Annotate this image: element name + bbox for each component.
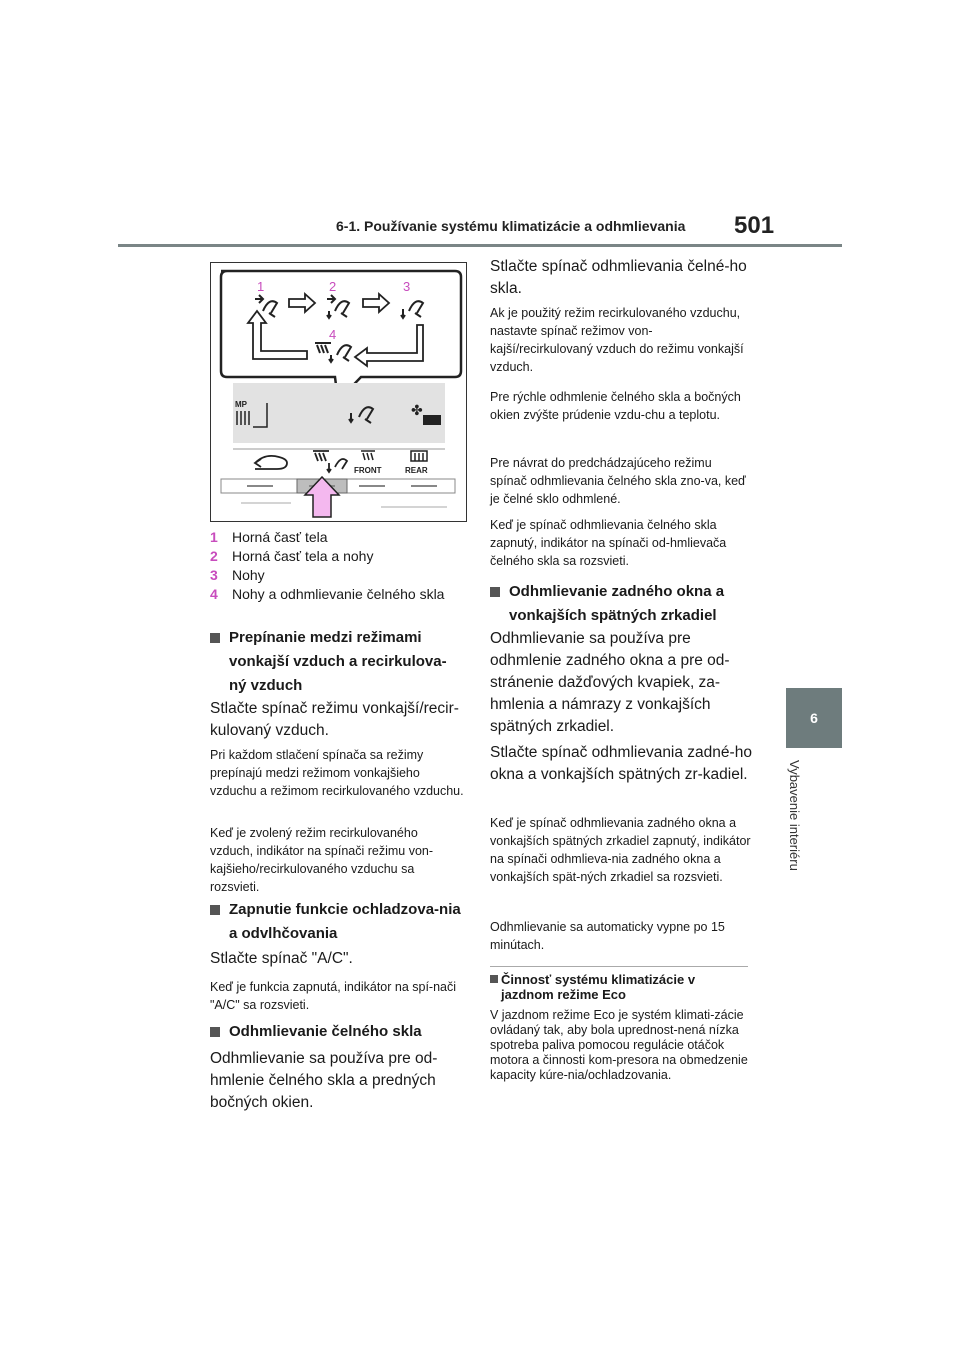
section-eco (490, 972, 752, 1002)
section-heading: Zapnutie funkcie ochladzova-nia a odvlhčovania (210, 898, 468, 946)
section-windshield (210, 1020, 468, 1044)
mp-label: MP (235, 400, 247, 409)
chapter-tab: 6 (786, 688, 842, 748)
legend-text: Horná časť tela (232, 529, 328, 545)
recirculation-icon (255, 456, 287, 469)
section-heading: Prepínanie medzi režimami vonkajší vzduch a recirkulova-ný vzduch (210, 626, 468, 698)
front-defrost-icon (361, 451, 375, 460)
paragraph: Stlačte spínač odhmlievania čelné-ho skla. (490, 258, 747, 297)
note: Odhmlievanie sa automaticky vypne po 15 minútach. (490, 920, 725, 952)
airflow-diagram (211, 263, 465, 520)
legend-text: Nohy (232, 567, 265, 583)
chapter-label: Vybavenie interiéru (787, 760, 802, 871)
paragraph: Stlačte spínač odhmlievania zadné-ho okna a vonkajších spätných zr-kadiel. (490, 744, 752, 783)
page-number: 501 (734, 212, 775, 239)
callout-1: 1 (257, 279, 265, 294)
callout-2: 2 (329, 279, 337, 294)
note: Keď je zvolený režim recirkulovaného vzduch, indikátor na spínači režimu von-kajšieho/recirkulovaného vzduchu sa rozsvieti. (210, 826, 434, 894)
fan-icon: ✤ (411, 403, 423, 419)
rear-label: REAR (405, 466, 428, 475)
paragraph: Odhmlievanie sa používa pre odhmlenie zadného okna a pre od-stránenie dažďových kvapiek, za-hmlenia a námrazy z vonkajších spätných zrkadiel. (490, 630, 730, 735)
figure-legend (210, 528, 470, 604)
paragraph: Odhmlievanie sa používa pre od-hmlenie čelného skla a predných bočných okien. (210, 1050, 438, 1111)
legend-item (210, 566, 470, 585)
section-ac (210, 898, 468, 946)
paragraph: Stlačte spínač režimu vonkajší/recir-kulovaný vzduch. (210, 700, 459, 739)
note: V jazdnom režime Eco je systém klimati-zácie ovládaný tak, aby bola uprednost-nená nízka spotreba paliva pomocou regulácie otáčok motora a činnosti kom-presora na obmedzenie kapacity kúre-nia/ochladzovania. (490, 1008, 748, 1082)
note: Keď je spínač odhmlievania zadného okna a vonkajších spätných zrkadiel zapnutý, indikátor na spínači odhmlieva-nia zadného okna a vonkajších spät-ných zrkadiel sa rozsvieti. (490, 816, 751, 884)
section-recirculation (210, 626, 468, 698)
legend-item (210, 547, 470, 566)
paragraph: Stlačte spínač "A/C". (210, 950, 353, 967)
bullet-square-icon (490, 975, 498, 983)
note: Pre návrat do predchádzajúceho režimu spínač odhmlievania čelného skla zno-va, keď je čelné sklo odhmlené. (490, 456, 746, 506)
header-rule (118, 244, 842, 247)
front-label: FRONT (354, 466, 382, 475)
note: Keď je spínač odhmlievania čelného skla zapnutý, indikátor na spínači od-hmlievača čelného skla sa rozsvieti. (490, 518, 727, 568)
section-heading: Činnosť systému klimatizácie v jazdnom režime Eco (490, 972, 752, 1002)
legend-item (210, 528, 470, 547)
callout-3: 3 (403, 279, 411, 294)
bullet-square-icon (210, 1027, 220, 1037)
note: Pri každom stlačení spínača sa režimy prepínajú medzi režimom vonkajšieho vzduchu a režimom recirkulovaného vzduchu. (210, 748, 464, 798)
fan-level-icon (423, 415, 441, 425)
legend-number: 3 (210, 567, 218, 583)
note: Keď je funkcia zapnutá, indikátor na spí-nači "A/C" sa rozsvieti. (210, 980, 457, 1012)
eco-divider (490, 966, 748, 967)
airflow-mode-figure (210, 262, 467, 522)
bullet-square-icon (490, 587, 500, 597)
section-title: 6-1. Používanie systému klimatizácie a odhmlievania (336, 218, 686, 234)
section-rear-defrost (490, 580, 752, 628)
windshield-defrost-button-icon (313, 451, 347, 472)
legend-number: 2 (210, 548, 218, 564)
legend-item (210, 585, 470, 604)
section-heading: Odhmlievanie zadného okna a vonkajších spätných zrkadiel (490, 580, 752, 628)
legend-number: 1 (210, 529, 218, 545)
callout-4: 4 (329, 327, 337, 342)
legend-number: 4 (210, 586, 218, 602)
bullet-square-icon (210, 633, 220, 643)
legend-text: Horná časť tela a nohy (232, 548, 374, 564)
legend-text: Nohy a odhmlievanie čelného skla (232, 586, 445, 602)
note: Ak je použitý režim recirkulovaného vzduchu, nastavte spínač režimov von-kajší/recirkulovaný vzduch do režimu vonkajší vzduch. (490, 306, 744, 374)
bullet-square-icon (210, 905, 220, 915)
rear-defrost-icon (411, 451, 427, 461)
note: Pre rýchle odhmlenie čelného skla a bočných okien zvýšte prúdenie vzdu-chu a teplotu. (490, 390, 741, 422)
section-heading: Odhmlievanie čelného skla (210, 1020, 468, 1044)
